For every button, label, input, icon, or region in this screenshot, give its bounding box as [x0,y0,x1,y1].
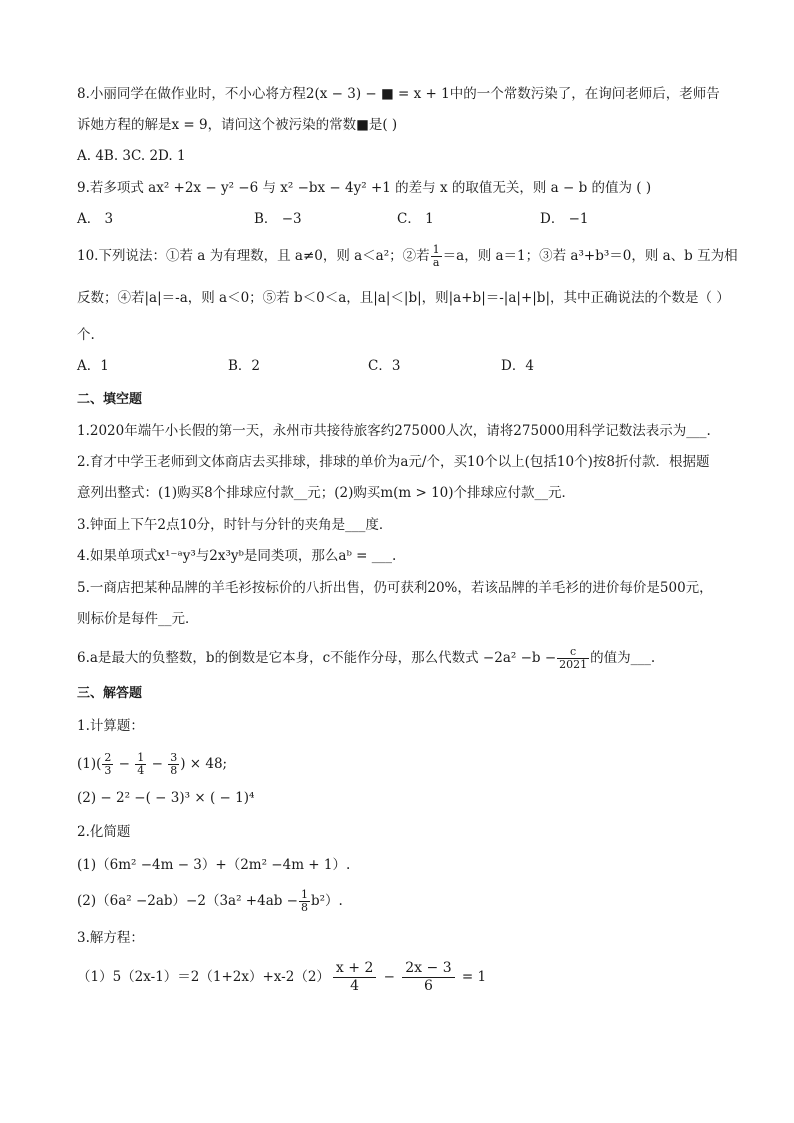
calc-1-frac3-den: 8 [170,764,178,777]
eq-2-frac1-num: x + 2 [333,960,376,978]
s2-item-6-a: 6.a是最大的负整数，b的倒数是它本身，c不能作分母，那么代数式 −2a² −b − [77,650,557,666]
q10-option-a: A．1 [77,358,109,374]
s2-item-6-num: c [557,646,589,659]
q10-line3: 个. [77,327,95,343]
q10-option-d: D．4 [501,358,534,374]
calc-1-pre: (1)( [77,756,102,772]
q10-option-c: C．3 [368,358,401,374]
q10-line1-b: ＝a，则 a＝1；③若 a³+b³＝0，则 a、b 互为相 [442,248,738,264]
eq-line [77,958,486,996]
section2-title: 二、填空题 [77,392,143,407]
simp-1: (1)（6m² −4m − 3）+（2m² −4m + 1）. [77,857,351,873]
calc-1-minus1: − [114,756,135,772]
q9-line1: 9.若多项式 ax² +2x − y² −6 与 x² −bx − 4y² +1 的差与 x 的取值无关，则 a − b 的值为 ( ) [77,180,652,196]
eq-1: （1）5（2x-1）＝2（1+2x）+x-2（2） [77,969,330,985]
q8-options: A. 4B. 3C. 2D. 1 [77,148,186,164]
eq-2-frac1-den: 4 [350,978,360,994]
q10-line2: 反数；④若|a|＝-a，则 a＜0；⑤若 b＜0＜a，且|a|＜|b|，则|a+b|＝-|a|+|b|，其中正确说法的个数是（ ） [77,290,730,306]
q10-fraction-den: a [432,256,440,269]
q10-option-b: B．2 [228,358,261,374]
eq-2-minus: − [379,969,400,985]
simp-title: 2.化简题 [77,824,131,840]
s2-item-6-b: 的值为___. [590,650,656,666]
calc-1-frac1-den: 3 [104,764,112,777]
s2-item-3: 3.钟面上下午2点10分，时针与分针的夹角是___度． [77,517,393,533]
section3-title: 三、解答题 [77,686,143,701]
q9-option-d: D． −1 [540,211,589,227]
eq-2-rhs: = 1 [457,969,487,985]
s2-item-2b: 意列出整式：(1)购买8个排球应付款__元；(2)购买m(m > 10)个排球应付款__元． [77,485,576,501]
eq-2-frac2-den: 6 [423,978,433,994]
simp-2-pre: (2)（6a² −2ab）−2（3a² +4ab − [77,893,298,909]
simp-2-den: 8 [301,901,308,914]
calc-1-frac2-den: 4 [137,764,145,777]
simp-2-post: b²）. [311,893,343,909]
calc-1-post: ) × 48; [180,756,228,772]
q10-fraction-num: 1 [432,243,440,256]
s2-item-6-fraction [557,646,589,671]
s2-item-5a: 5.一商店把某种品牌的羊毛衫按标价的八折出售，仍可获利20%，若该品牌的羊毛衫的进价每价是500元， [77,580,713,596]
simp-2-num: 1 [301,888,308,901]
simp-2-fraction [299,889,310,914]
calc-title: 1.计算题： [77,718,144,734]
calc-2: (2) − 2² −( − 3)³ × ( − 1)⁴ [77,790,255,806]
calc-1-frac1 [102,752,113,777]
calc-1-minus2: − [147,756,168,772]
calc-1-frac3 [168,752,179,777]
q8-line2: 诉她方程的解是x = 9，请问这个被污染的常数■是( ) [77,117,398,133]
s2-item-5b: 则标价是每件__元． [77,611,199,627]
eq-2-frac1 [333,960,376,995]
calc-1-frac2 [135,752,146,777]
calc-1-frac3-num: 3 [170,751,178,764]
calc-1-frac1-num: 2 [104,751,112,764]
eq-2-frac2 [402,960,454,995]
q9-option-a: A． 3 [77,211,114,227]
eq-title: 3.解方程： [77,930,144,946]
s2-item-2a: 2.育才中学王老师到文体商店去买排球，排球的单价为a元/个，买10个以上(包括10个)按8折付款．根据题 [77,454,710,470]
eq-2-frac2-num: 2x − 3 [402,960,454,978]
s2-item-6-den: 2021 [559,658,588,671]
s2-item-4: 4.如果单项式x¹⁻ᵃy³与2x³yᵇ是同类项，那么aᵇ = ___. [77,548,397,564]
simp-2 [77,889,343,914]
q10-line1-a: 10.下列说法：①若 a 为有理数，且 a≠0，则 a＜a²；②若 [77,248,430,264]
s2-item-6 [77,646,655,671]
q10-fraction [431,244,442,269]
q9-option-c: C． 1 [397,211,434,227]
calc-1-frac2-num: 1 [137,751,145,764]
q10-line1 [77,244,738,269]
calc-1 [77,752,227,777]
q9-option-b: B． −3 [254,211,302,227]
q8-line1: 8.小丽同学在做作业时，不小心将方程2(x − 3) − ■ = x + 1中的一个常数污染了，在询问老师后，老师告 [77,86,720,102]
s2-item-1: 1.2020年端午小长假的第一天，永州市共接待旅客约275000人次，请将275000用科学记数法表示为___. [77,423,711,439]
